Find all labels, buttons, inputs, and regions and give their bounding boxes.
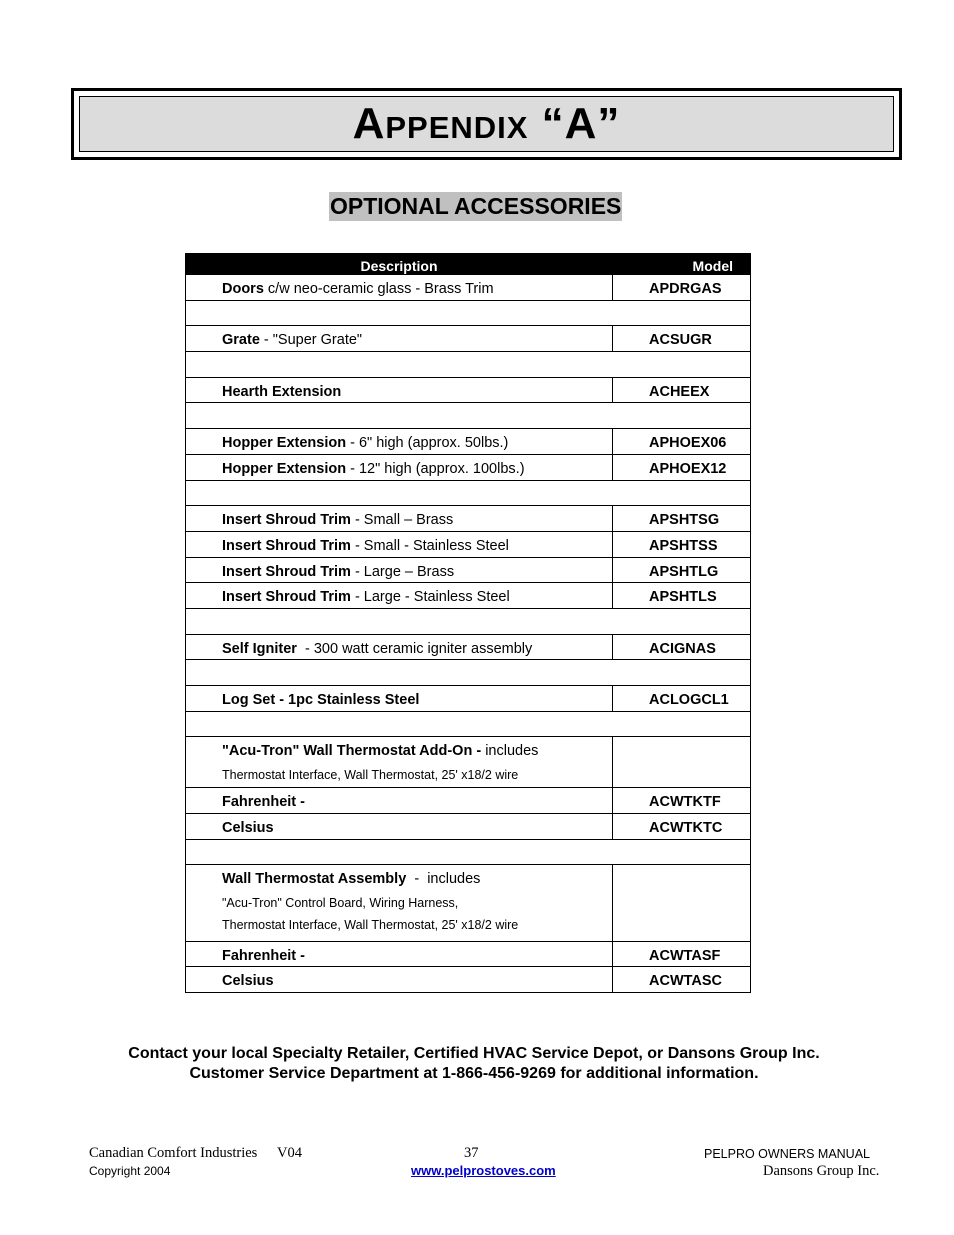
table-row: [185, 506, 751, 532]
footer-company-name: Canadian Comfort Industries: [89, 1145, 258, 1161]
appendix-title: Appendix “A”: [352, 99, 621, 148]
table-row: [185, 865, 751, 941]
table-row-blank: [185, 481, 751, 507]
column-divider: [612, 788, 613, 813]
table-row-blank: [185, 660, 751, 686]
accessory-description: [222, 641, 532, 657]
column-divider: [612, 967, 613, 992]
table-header: [185, 253, 751, 275]
table-row: [185, 583, 751, 609]
accessory-name: Wall Thermostat Assembly: [222, 871, 407, 888]
accessory-name: Fahrenheit -: [222, 794, 305, 811]
footer-group: Dansons Group Inc.: [763, 1163, 880, 1179]
column-divider: [612, 942, 613, 967]
accessory-description: [222, 743, 538, 782]
column-divider: [612, 737, 613, 787]
header-description: Description: [360, 258, 438, 274]
footer-manual: PELPRO OWNERS MANUAL: [704, 1147, 871, 1161]
model-number: APSHTLS: [649, 589, 717, 606]
table-row: [185, 942, 751, 968]
accessory-description: [222, 794, 305, 810]
column-divider: [612, 326, 613, 351]
accessory-detail: - Large - Stainless Steel: [350, 589, 510, 606]
footer-version: V04: [276, 1145, 302, 1161]
column-divider: [612, 275, 613, 300]
accessory-description: [222, 435, 508, 451]
table-body: [185, 275, 751, 993]
model-number: APHOEX06: [649, 435, 727, 452]
accessory-name: Log Set - 1pc Stainless Steel: [222, 692, 420, 708]
model-number: ACWTKTC: [649, 820, 723, 837]
accessory-description: [222, 973, 274, 989]
table-row: [185, 326, 751, 352]
model-number: ACSUGR: [649, 332, 712, 349]
accessory-description: [222, 512, 453, 528]
footer-page-number: 37: [464, 1145, 479, 1161]
accessory-includes: Thermostat Interface, Wall Thermostat, 25' x18/2 wire: [222, 918, 519, 933]
accessory-description: [222, 692, 419, 708]
accessory-description: [222, 461, 525, 477]
accessory-name: Hearth Extension: [222, 383, 342, 400]
model-number: APHOEX12: [649, 460, 727, 477]
accessory-detail: - Large – Brass: [350, 563, 455, 580]
accessory-name: Grate: [222, 332, 260, 349]
table-row: [185, 378, 751, 404]
column-divider: [612, 583, 613, 608]
accessory-name: "Acu-Tron" Wall Thermostat Add-On -: [222, 743, 482, 760]
model-number: ACWTASC: [649, 973, 723, 990]
accessory-name: Insert Shroud Trim: [222, 537, 351, 554]
table-row-blank: [185, 403, 751, 429]
accessory-name: Self Igniter: [222, 640, 297, 657]
accessory-name: Fahrenheit -: [222, 947, 305, 964]
table-row: [185, 737, 751, 788]
accessory-detail: - includes: [406, 871, 481, 888]
accessory-detail: - Small - Stainless Steel: [350, 537, 509, 554]
accessory-name: Doors: [222, 281, 264, 297]
accessory-name: Hopper Extension: [222, 460, 347, 477]
accessory-description: [222, 589, 510, 605]
accessory-detail: - "Super Grate": [259, 332, 363, 349]
accessory-description: [222, 332, 362, 348]
accessory-name: Hopper Extension: [222, 435, 347, 452]
accessory-description: [222, 384, 341, 400]
column-divider: [612, 558, 613, 583]
accessory-includes: "Acu-Tron" Control Board, Wiring Harness,: [222, 896, 459, 911]
model-number: ACWTKTF: [649, 794, 721, 811]
table-row: [185, 635, 751, 661]
model-number: ACHEEX: [649, 383, 710, 400]
table-row: [185, 275, 751, 301]
accessory-detail: - 300 watt ceramic igniter assembly: [296, 640, 533, 657]
accessory-description: [222, 281, 494, 297]
model-number: APSHTSS: [649, 537, 718, 554]
appendix-title-inner: [79, 96, 894, 152]
accessory-includes: Thermostat Interface, Wall Thermostat, 25' x18/2 wire: [222, 768, 519, 783]
table-row-blank: [185, 840, 751, 866]
table-row: [185, 429, 751, 455]
accessory-description: [222, 564, 454, 580]
table-row: [185, 814, 751, 840]
appendix-title-box: [71, 88, 902, 160]
table-row-blank: [185, 712, 751, 738]
table-row: [185, 455, 751, 481]
contact-info: [60, 1044, 888, 1084]
accessory-name: Insert Shroud Trim: [222, 589, 351, 606]
accessory-description: [222, 538, 509, 554]
accessory-detail: - 6" high (approx. 50lbs.): [346, 435, 509, 452]
accessory-name: Celsius: [222, 973, 274, 990]
footer-company: [89, 1145, 302, 1162]
accessory-description: [222, 871, 518, 932]
table-row: [185, 532, 751, 558]
accessory-detail: c/w neo-ceramic glass - Brass Trim: [263, 281, 494, 297]
table-row-blank: [185, 301, 751, 327]
model-number: ACLOGCL1: [649, 692, 729, 708]
model-number: APSHTSG: [649, 512, 720, 529]
model-number: ACIGNAS: [649, 640, 716, 657]
contact-line-1: Contact your local Specialty Retailer, Certified HVAC Service Depot, or Dansons Group Inc.: [128, 1045, 820, 1062]
column-divider: [612, 455, 613, 480]
model-number: ACWTASF: [649, 947, 721, 964]
header-model: Model: [692, 258, 733, 274]
column-divider: [612, 814, 613, 839]
column-divider: [612, 635, 613, 660]
accessory-description: [222, 948, 305, 964]
contact-line-2: Customer Service Department at 1-866-456-9269 for additional information.: [189, 1065, 759, 1082]
model-number: APSHTLG: [649, 563, 719, 580]
table-row: [185, 788, 751, 814]
column-divider: [612, 506, 613, 531]
accessory-name: Celsius: [222, 820, 274, 837]
column-divider: [612, 865, 613, 940]
table-row-blank: [185, 609, 751, 635]
column-divider: [612, 429, 613, 454]
column-divider: [612, 532, 613, 557]
table-row: [185, 967, 751, 993]
accessories-table: [185, 253, 751, 993]
accessory-detail: - 12" high (approx. 100lbs.): [346, 460, 525, 477]
accessory-detail: - Small – Brass: [350, 512, 454, 529]
footer-website-link[interactable]: www.pelprostoves.com: [411, 1163, 556, 1178]
accessory-detail: includes: [481, 743, 539, 760]
section-heading: OPTIONAL ACCESSORIES: [330, 193, 622, 219]
accessory-name: Insert Shroud Trim: [222, 512, 351, 529]
accessory-description: [222, 820, 274, 836]
accessory-name: Insert Shroud Trim: [222, 563, 351, 580]
column-divider: [612, 686, 613, 711]
table-row: [185, 558, 751, 584]
table-row: [185, 686, 751, 712]
footer-copyright: Copyright 2004: [89, 1164, 171, 1178]
table-row-blank: [185, 352, 751, 378]
model-number: APDRGAS: [649, 281, 722, 297]
column-divider: [612, 378, 613, 403]
